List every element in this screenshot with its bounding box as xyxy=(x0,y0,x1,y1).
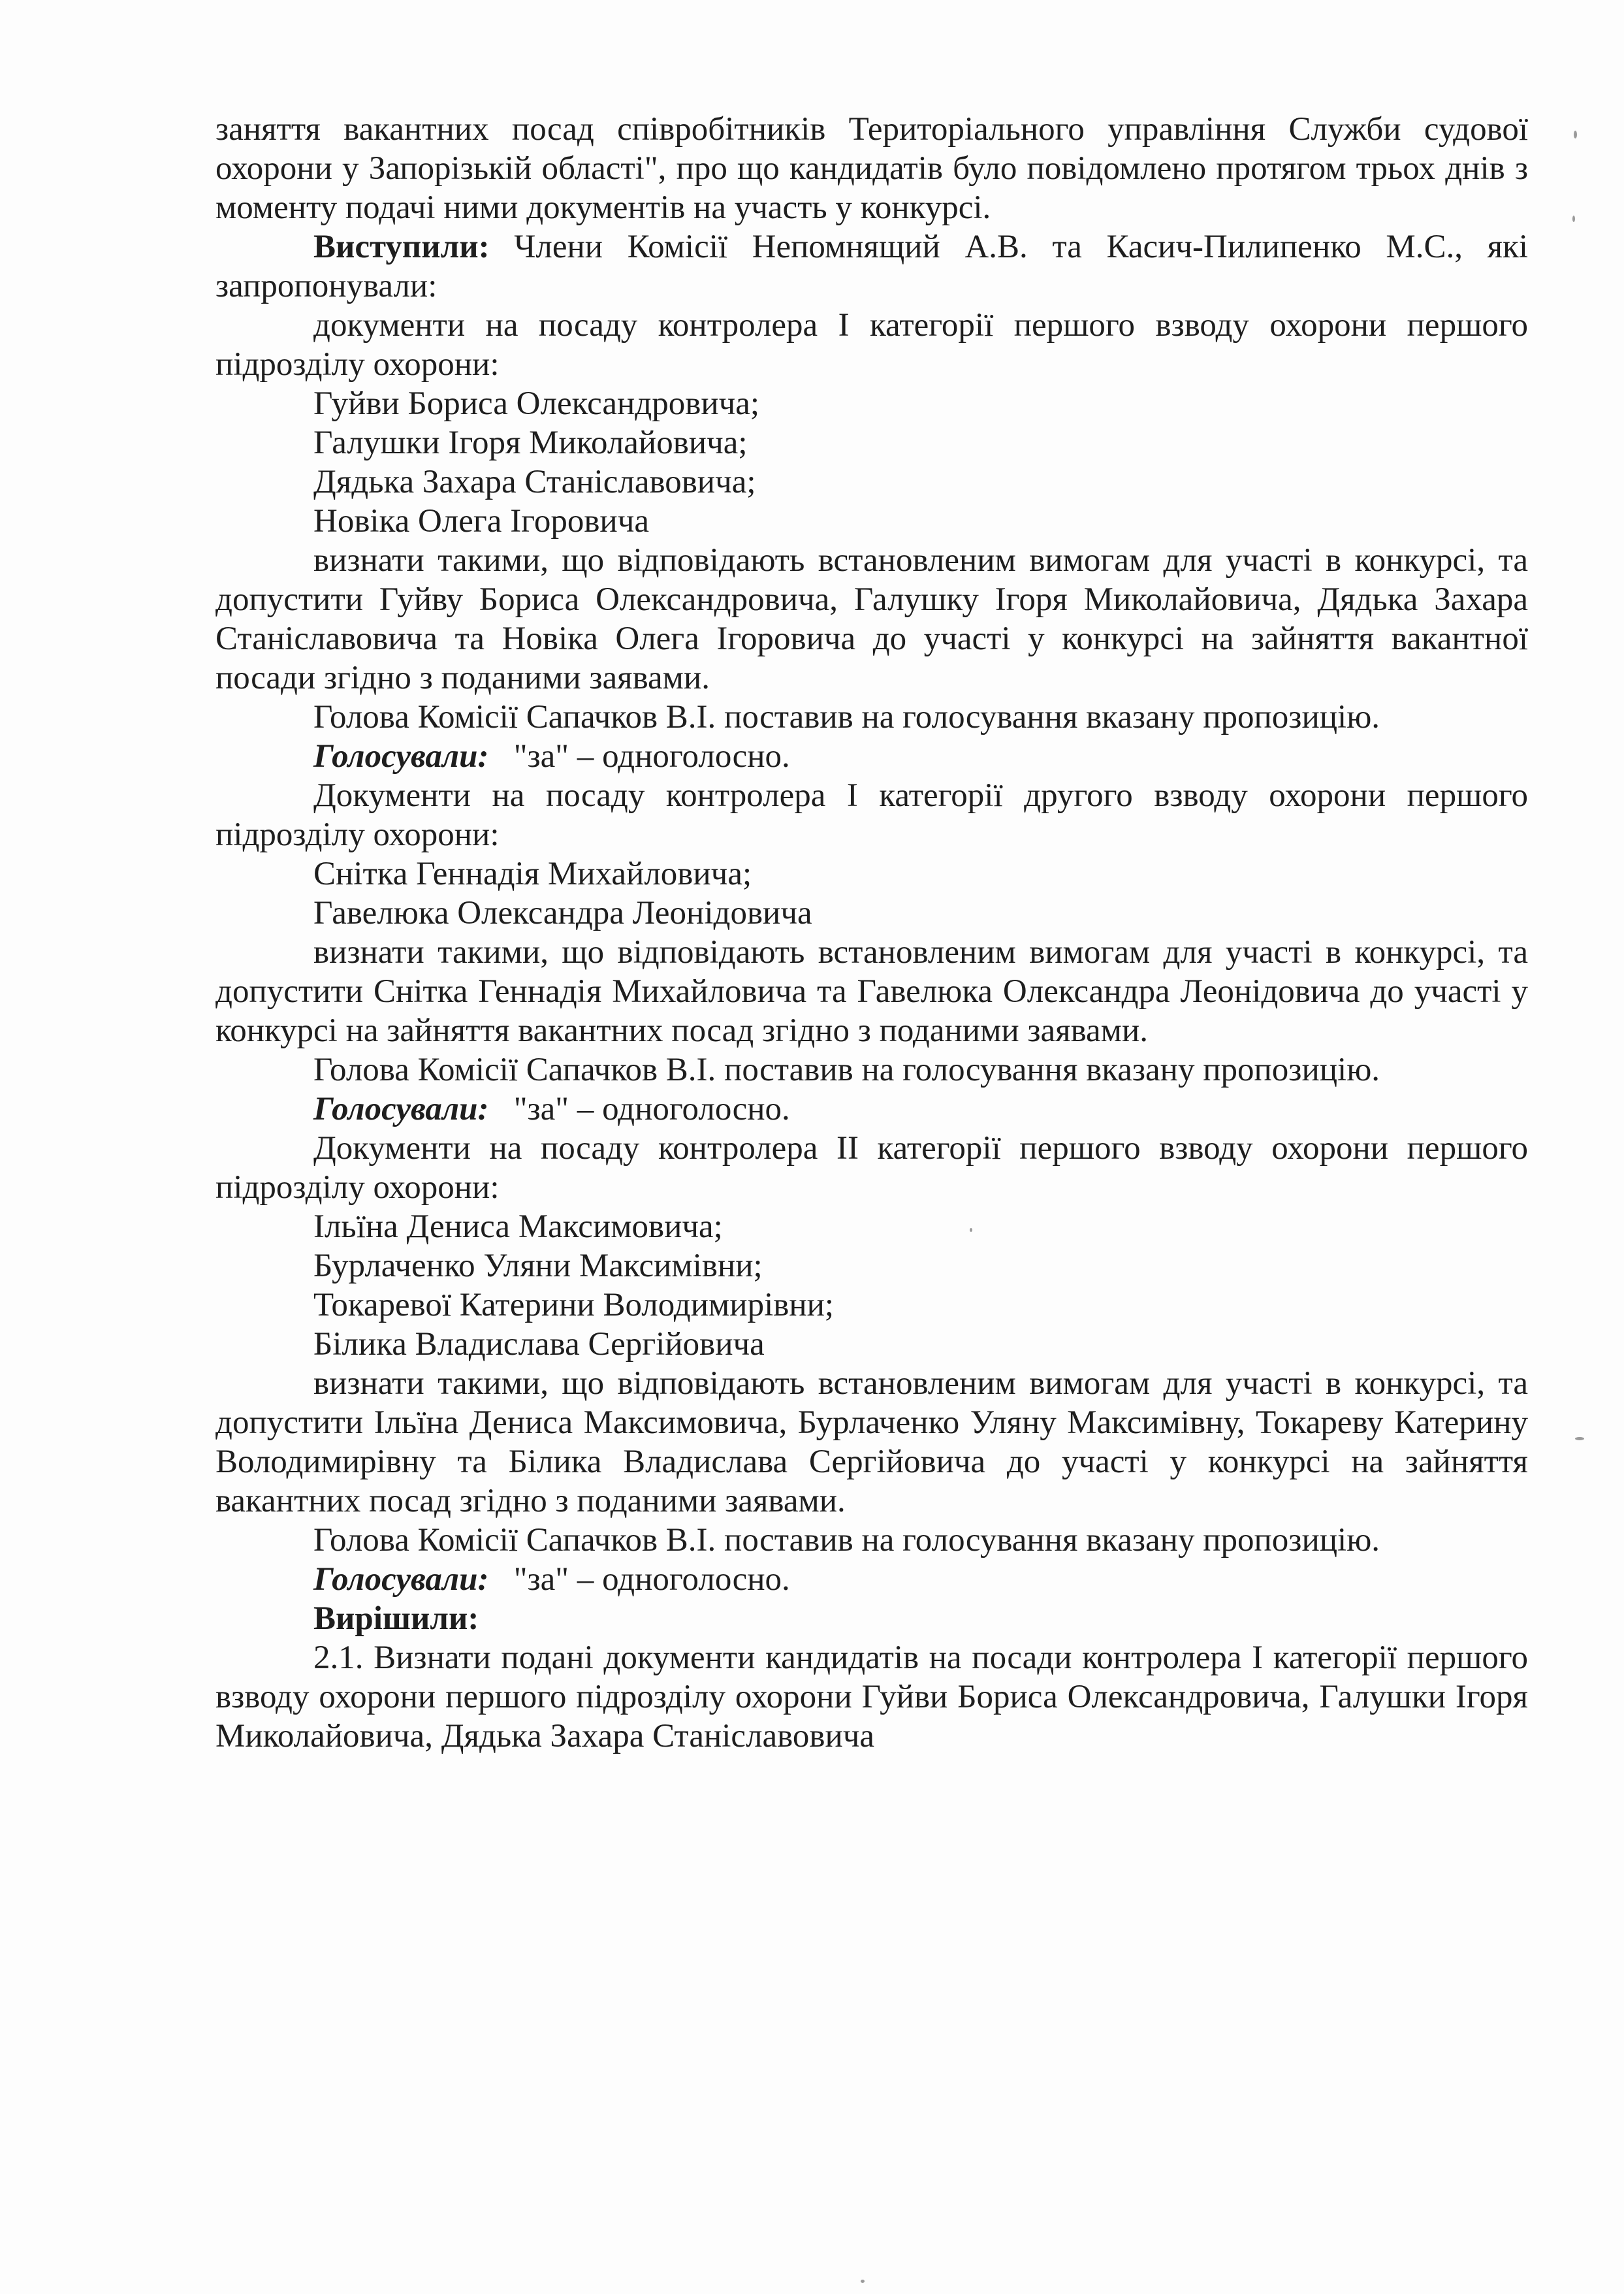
section1-lead: документи на посаду контролера І категорії першого взводу охорони першого підрозділу охорони: xyxy=(215,307,1528,383)
speakers-text: Члени Комісії Непомнящий А.В. та Касич-Пилипенко М.С., які запропонували: xyxy=(215,229,1528,304)
section1-vote xyxy=(215,737,1528,776)
section2-decision: визнати такими, що відповідають встановленим вимогам для участі в конкурсі, та допустити Снітка Геннадія Михайловича та Гавелюка Олександра Леонідовича до участі у конкурсі на зайняття вакантних посад згідно з поданими заявами. xyxy=(215,934,1528,1049)
scan-speck xyxy=(1572,216,1575,222)
candidate-name: Новіка Олега Ігоровича xyxy=(313,503,649,540)
candidate-name: Снітка Геннадія Михайловича; xyxy=(313,856,752,892)
candidate-name: Білика Владислава Сергійовича xyxy=(313,1326,765,1363)
vote-result: "за" – одноголосно. xyxy=(513,1091,790,1127)
speakers-paragraph xyxy=(215,227,1528,306)
section2-vote xyxy=(215,1090,1528,1129)
vote-result: "за" – одноголосно. xyxy=(513,738,790,775)
decision-2-1: 2.1. Визнати подані документи кандидатів на посади контролера І категорії першого взводу охорони першого підрозділу охорони Гуйви Бориса Олександровича, Галушки Ігоря Миколайовича, Дядька Захара Станіславовича xyxy=(215,1640,1528,1754)
scan-speck xyxy=(970,1228,972,1232)
section2-lead: Документи на посаду контролера І категорії другого взводу охорони першого підрозділу охорони: xyxy=(215,777,1528,853)
candidate-name: Ільїна Дениса Максимовича; xyxy=(313,1208,723,1245)
vote-label: Голосували: xyxy=(313,1561,489,1598)
section3-chair: Голова Комісії Сапачков В.І. поставив на голосування вказану пропозицію. xyxy=(313,1522,1380,1559)
candidate-name: Гавелюка Олександра Леонідовича xyxy=(313,895,812,931)
candidate-name: Галушки Ігоря Миколайовича; xyxy=(313,425,748,461)
section3-lead: Документи на посаду контролера ІІ категорії першого взводу охорони першого підрозділу охорони: xyxy=(215,1130,1528,1206)
candidate-name: Гуйви Бориса Олександровича; xyxy=(313,385,760,422)
section3-vote xyxy=(215,1560,1528,1599)
scan-speck xyxy=(861,2280,865,2283)
candidate-name: Дядька Захара Станіславовича; xyxy=(313,464,756,500)
vote-label: Голосували: xyxy=(313,738,489,775)
scan-speck xyxy=(1575,1437,1584,1440)
candidate-name: Токаревої Катерини Володимирівни; xyxy=(313,1287,835,1323)
intro-paragraph: заняття вакантних посад співробітників Територіального управління Служби судової охорони у Запорізькій області", про що кандидатів було повідомлено протягом трьох днів з моменту подачі ними документів на участь у конкурсі. xyxy=(215,111,1528,226)
candidate-name: Бурлаченко Уляни Максимівни; xyxy=(313,1248,763,1284)
section1-chair: Голова Комісії Сапачков В.І. поставив на голосування вказану пропозицію. xyxy=(313,699,1380,735)
section2-chair: Голова Комісії Сапачков В.І. поставив на голосування вказану пропозицію. xyxy=(313,1052,1380,1088)
vote-result: "за" – одноголосно. xyxy=(513,1561,790,1598)
decided-heading: Вирішили: xyxy=(313,1600,479,1637)
section1-decision: визнати такими, що відповідають встановленим вимогам для участі в конкурсі, та допустити Гуйву Бориса Олександровича, Галушку Ігоря Миколайовича, Дядька Захара Станіславовича та Новіка Олега Ігоровича до участі у конкурсі на зайняття вакантної посади згідно з поданими заявами. xyxy=(215,542,1528,696)
speakers-label: Виступили: xyxy=(313,229,490,265)
vote-label: Голосували: xyxy=(313,1091,489,1127)
document-body xyxy=(215,110,1528,1756)
section3-decision: визнати такими, що відповідають встановленим вимогам для участі в конкурсі, та допустити Ільїна Дениса Максимовича, Бурлаченко Уляну Максимівну, Токареву Катерину Володимирівну та Білика Владислава Сергійовича до участі у конкурсі на зайняття вакантних посад згідно з поданими заявами. xyxy=(215,1365,1528,1519)
scan-speck xyxy=(1574,131,1577,138)
